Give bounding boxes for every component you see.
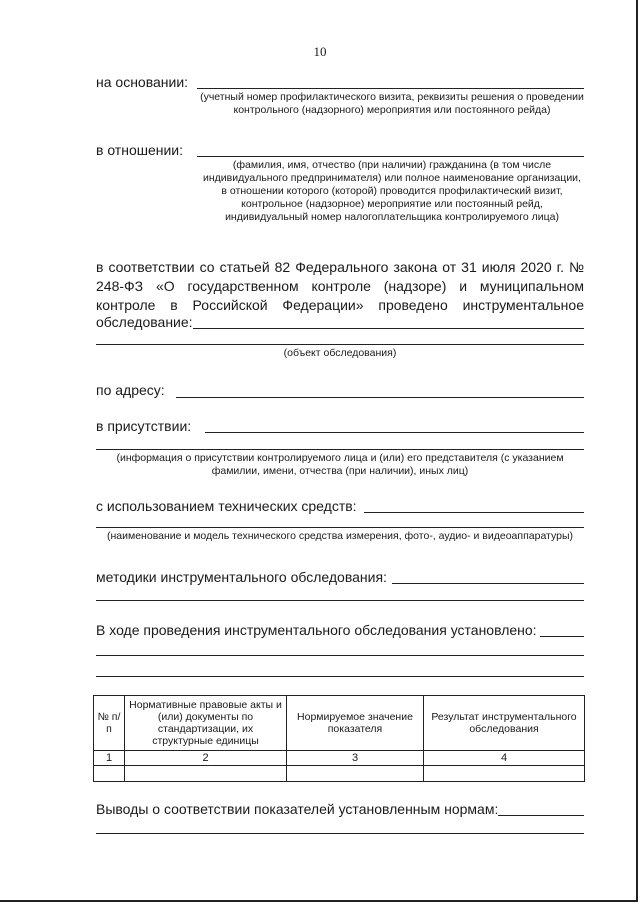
- page-number: 10: [313, 44, 327, 59]
- header-normative-acts: Нормативные правовые акты и (или) документы по стандартизации, их структурные единицы: [125, 696, 287, 751]
- methods-line-1[interactable]: [392, 583, 584, 584]
- basis-caption: (учетный номер профилактического визита, реквизиты решения о проведении контрольного (надзорного) мероприятия или постоянного рейда): [200, 91, 584, 116]
- numbering-cell: 4: [424, 751, 585, 766]
- numbering-cell: 2: [125, 751, 287, 766]
- table-cell[interactable]: [94, 766, 125, 782]
- table-cell[interactable]: [287, 766, 424, 782]
- numbering-cell: 3: [287, 751, 424, 766]
- presence-caption: (информация о присутствии контролируемого лица и (или) его представителя (с указанием фамилии, имени, отчества (при наличии), иных лиц): [116, 452, 564, 477]
- object-caption: (объект обследования): [283, 347, 397, 359]
- methods-line-2[interactable]: [96, 600, 584, 601]
- table-cell[interactable]: [125, 766, 287, 782]
- presence-line-1[interactable]: [205, 432, 584, 433]
- header-normative-value: Нормируемое значение показателя: [287, 696, 424, 751]
- table-numbering-row: [94, 751, 585, 766]
- table-cell[interactable]: [424, 766, 585, 782]
- findings-line-3[interactable]: [96, 676, 584, 677]
- regarding-line[interactable]: [197, 156, 584, 157]
- object-line-1[interactable]: [193, 328, 584, 329]
- object-line-2[interactable]: [96, 344, 584, 345]
- header-result: Результат инструментального обследования: [424, 696, 585, 751]
- regarding-caption: (фамилия, имя, отчество (при наличии) гражданина (в том числе индивидуального предпринимателя) или полное наименование организации, в отношении которого (которой) проводится профилактический визит, контрольное (надзорное) мероприятие или постоянный рейд, индивидуальный номер налогоплательщика контролируемого лица): [203, 159, 581, 223]
- address-line[interactable]: [176, 397, 584, 398]
- findings-line-1[interactable]: [540, 636, 584, 637]
- conclusions-line-1[interactable]: [498, 815, 584, 816]
- results-table: [93, 695, 585, 782]
- address-label: по адресу:: [96, 382, 165, 398]
- conclusions-label: Выводы о соответствии показателей установленным нормам:: [96, 801, 499, 817]
- methods-label: методики инструментального обследования:: [96, 569, 387, 585]
- tools-label: с использованием технических средств:: [96, 498, 357, 514]
- table-header-row: [94, 696, 585, 751]
- tools-line-1[interactable]: [364, 512, 584, 513]
- presence-label: в присутствии:: [96, 418, 192, 434]
- basis-line[interactable]: [197, 88, 584, 89]
- findings-label: В ходе проведения инструментального обследования установлено:: [96, 622, 537, 638]
- conclusions-line-2[interactable]: [96, 833, 584, 834]
- presence-line-2[interactable]: [96, 449, 584, 450]
- regarding-label: в отношении:: [96, 142, 184, 158]
- tools-caption: (наименование и модель технического средства измерения, фото-, аудио- и видеоаппаратуры): [107, 530, 573, 542]
- basis-label: на основании:: [96, 74, 189, 90]
- tools-line-2[interactable]: [96, 527, 584, 528]
- findings-line-2[interactable]: [96, 655, 584, 656]
- header-number: № п/п: [94, 696, 125, 751]
- table-row[interactable]: [94, 766, 585, 782]
- law-last-word: обследование:: [96, 314, 193, 330]
- law-paragraph: в соответствии со статьей 82 Федерального закона от 31 июля 2020 г. № 248-ФЗ «О государственном контроле (надзоре) и муниципальном контроле в Российской Федерации» проведено инструментальное: [96, 259, 584, 313]
- numbering-cell: 1: [94, 751, 125, 766]
